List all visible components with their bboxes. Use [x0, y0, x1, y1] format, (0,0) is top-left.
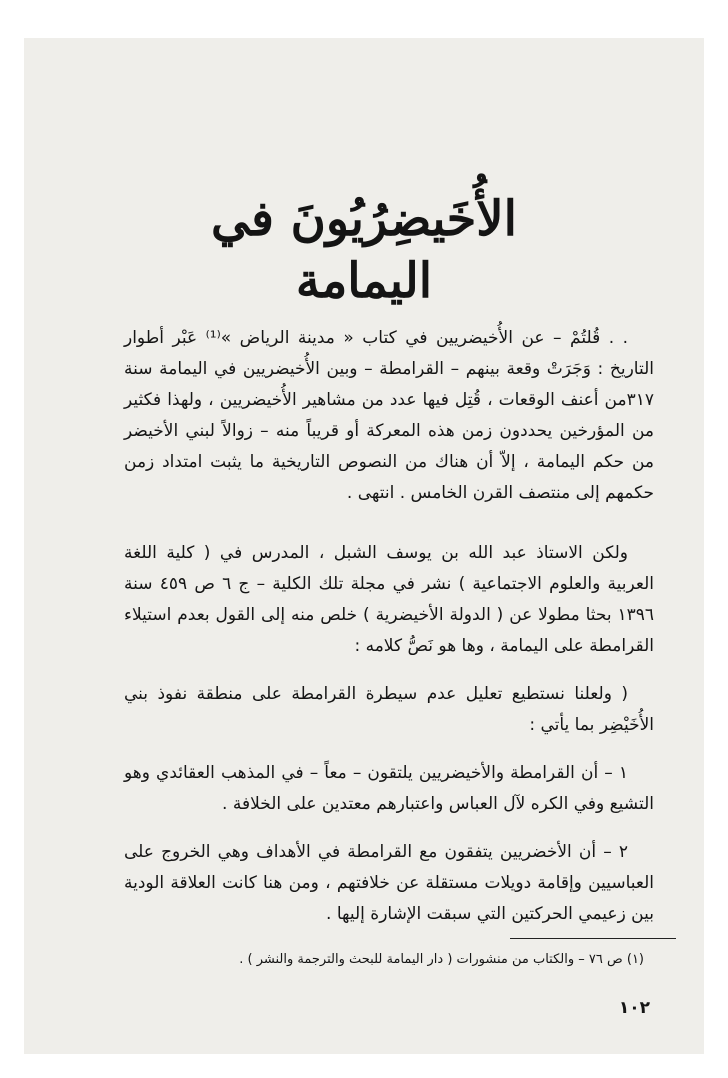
paragraph-quotation: . . قُلتُمْ – عن الأُخيضريين في كتاب « مدينة الرياض »⁽¹⁾ عَبْر أطوار التاريخ : وَجَرَتْ وقعة بينهم – القرامطة – وبين الأُخيضريين في اليمامة سنة ٣١٧من أعنف الوقعات ، قُتِل فيها عدد من مشاهير الأُخيضريين ، ولهذا فكثير من المؤرخين يحددون زمن هذه المعركة أو قريباً منه – زوالاً لبني الأخيضر من حكم اليمامة ، إلاّ أن هناك من النصوص التاريخية ما يثبت امتداد زمن حكمهم إلى منتصف القرن الخامس . انتهى . [124, 328, 654, 503]
page-body [124, 323, 654, 930]
paragraph-quoted-intro: ( ولعلنا نستطيع تعليل عدم سيطرة القرامطة على منطقة نفوذ بني الأُخَيْضِر بما يأتي : [124, 684, 654, 735]
paragraph-author-research: ولكن الاستاذ عبد الله بن يوسف الشبل ، المدرس في ( كلية اللغة العربية والعلوم الاجتماعية ) نشر في مجلة تلك الكلية – ج ٦ ص ٤٥٩ سنة ١٣٩٦ بحثا مطولا عن ( الدولة الأخيضرية ) خلص منه إلى القول بعدم استيلاء القرامطة على اليمامة ، وها هو نَصُّ كلامه : [124, 543, 654, 656]
footnote-divider [510, 938, 676, 939]
page-number: ١٠٢ [618, 998, 650, 1018]
book-page [24, 38, 704, 1054]
chapter-title: الأُخَيضِرُيُونَ في اليمامة [210, 191, 518, 310]
paragraph-point-2: ٢ – أن الأخضريين يتفقون مع القرامطة في الأهداف وهي الخروج على العباسيين وإقامة دويلات مستقلة عن خلافتهم ، ومن هنا كانت العلاقة الودية بين زعيمي الحركتين التي سبقت الإشارة إليها . [124, 842, 654, 924]
paragraph-point-1: ١ – أن القرامطة والأخيضريين يلتقون – معاً – في المذهب العقائدي وهو التشيع وفي الكره لآل العباس واعتبارهم معتدين على الخلافة . [124, 763, 654, 814]
footnote: (١) ص ٧٦ – والكتاب من منشورات ( دار اليمامة للبحث والترجمة والنشر ) . [239, 952, 644, 967]
